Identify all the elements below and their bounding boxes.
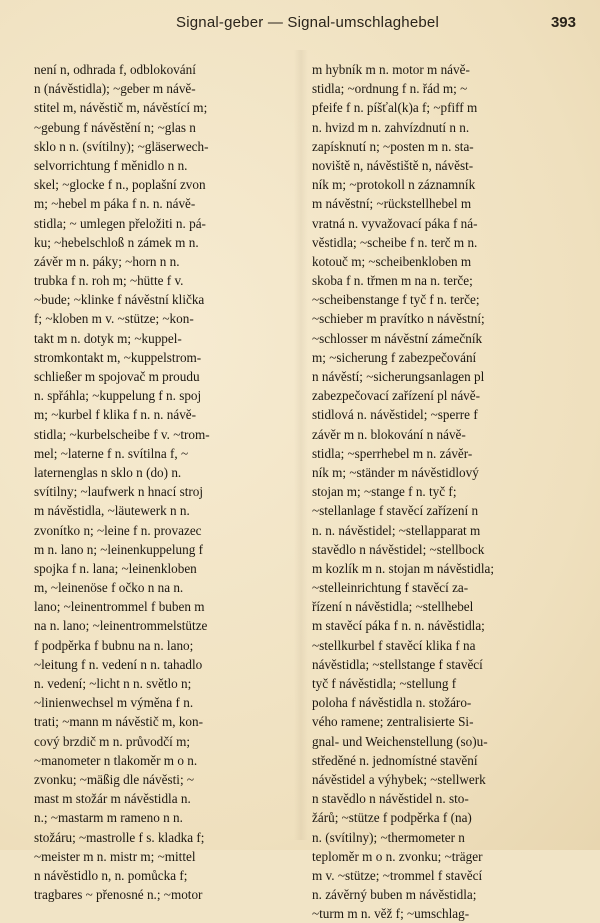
text-line: m návěstidla, ~läutewerk n n. xyxy=(34,503,190,519)
text-line: trubka f n. roh m; ~hütte f v. xyxy=(34,273,184,289)
text-line: m, ~leinenöse f očko n na n. xyxy=(34,580,184,596)
text-line: ~schlosser m návěstní zámečník xyxy=(312,330,483,346)
text-line: mast m stožár m návěstidla n. xyxy=(34,791,191,807)
text-line: gnal- und Weichenstellung (so)u- xyxy=(312,733,488,749)
text-line: m; ~sicherung f zabezpečování xyxy=(312,349,477,365)
column-gutter xyxy=(294,50,308,840)
text-line: laternenglas n sklo n (do) n. xyxy=(34,464,182,480)
text-line: n. závěrný buben m návěstidla; xyxy=(312,887,477,903)
text-line: ~leitung f n. vedení n n. tahadlo xyxy=(34,656,203,672)
text-line: n (návěstidla); ~geber m návě- xyxy=(34,81,196,97)
text-line: ~stelleinrichtung f stavěcí za- xyxy=(312,580,469,596)
text-line: m kozlík m n. stojan m návěstidla; xyxy=(312,560,495,576)
text-line: m hybník m n. motor m návě- xyxy=(312,62,470,77)
text-line: trati; ~mann m návěstič m, kon- xyxy=(34,714,204,730)
text-line: závěr m n. blokování n návě- xyxy=(312,426,466,442)
text-line: na n. lano; ~leinentrommelstütze xyxy=(34,618,208,634)
page-number: 393 xyxy=(550,14,576,31)
text-line: ník m; ~protokoll n záznamník xyxy=(312,177,476,193)
text-line: m v. ~stütze; ~trommel f stavěcí xyxy=(312,867,483,883)
text-line: takt m n. dotyk m; ~kuppel- xyxy=(34,330,182,346)
text-line: kotouč m; ~scheibenkloben m xyxy=(312,253,472,269)
text-line: n. vedení; ~licht n n. světlo n; xyxy=(34,676,192,691)
left-column xyxy=(34,60,292,904)
text-line: ~scheibenstange f tyč f n. terče; xyxy=(312,292,480,308)
text-line: stožáru; ~mastrolle f s. kladka f; xyxy=(34,829,205,845)
text-line: stojan m; ~stange f n. tyč f; xyxy=(312,484,457,500)
text-line: n.; ~mastarm m rameno n n. xyxy=(34,810,183,826)
text-line: zvonítko n; ~leine f n. provazec xyxy=(34,522,202,538)
text-line: ~gebung f návěstění n; ~glas n xyxy=(34,119,196,135)
text-line: závěr m n. páky; ~horn n n. xyxy=(34,253,180,269)
text-line: stidlová n. návěstidel; ~sperre f xyxy=(312,407,478,423)
text-line: ~stellanlage f stavěcí zařízení n xyxy=(312,503,479,519)
text-line: poloha f návěstidla n. stožáro- xyxy=(312,695,472,711)
text-line: skel; ~glocke f n., poplašní zvon xyxy=(34,177,206,193)
text-line: věstidla; ~scheibe f n. terč m n. xyxy=(312,234,478,250)
text-line: m stavěcí páka f n. n. návěstidla; xyxy=(312,618,485,634)
text-line: pfeife f n. píšťal(k)a f; ~pfiff m xyxy=(312,100,478,116)
text-line: f podpěrka f bubnu na n. lano; xyxy=(34,637,194,653)
text-line: žárů; ~stütze f podpěrka f (na) xyxy=(312,810,472,826)
text-line: ~manometer n tlakoměr m o n. xyxy=(34,752,198,768)
text-line: ku; ~hebelschloß n zámek m n. xyxy=(34,234,199,250)
text-line: ~stellkurbel f stavěcí klika f na xyxy=(312,637,476,653)
text-line: schließer m spojovač m proudu xyxy=(34,369,200,384)
text-line: návěstidla; ~stellstange f stavěcí xyxy=(312,656,483,672)
text-line: svítilny; ~laufwerk n hnací stroj xyxy=(34,484,204,500)
text-line: zvonku; ~mäßig dle návěsti; ~ xyxy=(34,771,195,787)
text-line: m návěstní; ~rückstellhebel m xyxy=(312,196,472,212)
text-line: mel; ~laterne f n. svítilna f, ~ xyxy=(34,445,189,461)
text-line: n. hvizd m n. zahvízdnutí n n. xyxy=(312,119,470,135)
text-line: ~turm m n. věž f; ~umschlag- xyxy=(312,906,470,922)
text-line: m; ~hebel m páka f n. n. návě- xyxy=(34,196,196,212)
text-line: sklo n n. (svítilny); ~gläserwech- xyxy=(34,138,209,154)
text-line: n. n. návěstidel; ~stellapparat m xyxy=(312,522,481,538)
text-line: tragbares ~ přenosné n.; ~motor xyxy=(34,887,203,903)
text-line: n stavědlo n návěstidel n. sto- xyxy=(312,791,469,807)
text-line: vratná n. vyvažovací páka f ná- xyxy=(312,215,478,231)
running-head: Signal-geber — Signal-umschlaghebel xyxy=(176,14,439,31)
text-line: n. (svítilny); ~thermometer n xyxy=(312,829,465,845)
text-line: stidla; ~sperrhebel m n. závěr- xyxy=(312,445,473,461)
text-line: m; ~kurbel f klika f n. n. návě- xyxy=(34,407,197,423)
text-line: cový brzdič m n. průvodčí m; xyxy=(34,733,191,749)
page-header xyxy=(0,10,600,34)
text-line: skoba f n. třmen m na n. terče; xyxy=(312,273,473,289)
text-line: selvorrichtung f měnidlo n n. xyxy=(34,157,188,173)
text-line: vého ramene; zentralisierte Si- xyxy=(312,714,474,730)
text-line: m n. lano n; ~leinenkuppelung f xyxy=(34,541,204,557)
text-line: středěné n. jednomístné stavění xyxy=(312,752,478,768)
text-line: zabezpečovací zařízení pl návě- xyxy=(312,388,481,404)
text-line: n. spřáhla; ~kuppelung f n. spoj xyxy=(34,388,202,404)
text-line: ník m; ~ständer m návěstidlový xyxy=(312,464,479,480)
text-line: stidla; ~ umlegen přeložiti n. pá- xyxy=(34,215,206,231)
text-line: spojka f n. lana; ~leinenkloben xyxy=(34,560,197,576)
text-line: stromkontakt m, ~kuppelstrom- xyxy=(34,349,202,365)
text-line: ~meister m n. mistr m; ~mittel xyxy=(34,848,196,864)
text-line: noviště n, návěstiště n, návěst- xyxy=(312,157,474,173)
text-line: stidla; ~ordnung f n. řád m; ~ xyxy=(312,81,468,97)
text-line: ~linienwechsel m výměna f n. xyxy=(34,695,194,711)
text-line: n návěstidlo n, n. pomůcka f; xyxy=(34,867,188,883)
text-line: tyč f návěstidla; ~stellung f xyxy=(312,676,457,691)
right-column xyxy=(312,60,574,923)
text-line: stitel m, návěstič m, návěstící m; xyxy=(34,100,208,116)
text-line: ~schieber m pravítko n návěstní; xyxy=(312,311,485,327)
text-line: návěstidel a výhybek; ~stellwerk xyxy=(312,771,486,787)
text-line: zapísknutí n; ~posten m n. sta- xyxy=(312,138,474,154)
text-line: n návěstí; ~sicherungsanlagen pl xyxy=(312,369,485,384)
text-line: řízení n návěstidla; ~stellhebel xyxy=(312,599,474,615)
text-line: stidla; ~kurbelscheibe f v. ~trom- xyxy=(34,426,210,442)
text-line: f; ~kloben m v. ~stütze; ~kon- xyxy=(34,311,194,327)
text-line: ~bude; ~klinke f návěstní klička xyxy=(34,292,205,308)
text-line: není n, odhrada f, odblokování xyxy=(34,62,196,77)
text-line: lano; ~leinentrommel f buben m xyxy=(34,599,205,615)
text-line: teploměr m o n. zvonku; ~träger xyxy=(312,848,483,864)
text-line: stavědlo n návěstidel; ~stellbock xyxy=(312,541,485,557)
